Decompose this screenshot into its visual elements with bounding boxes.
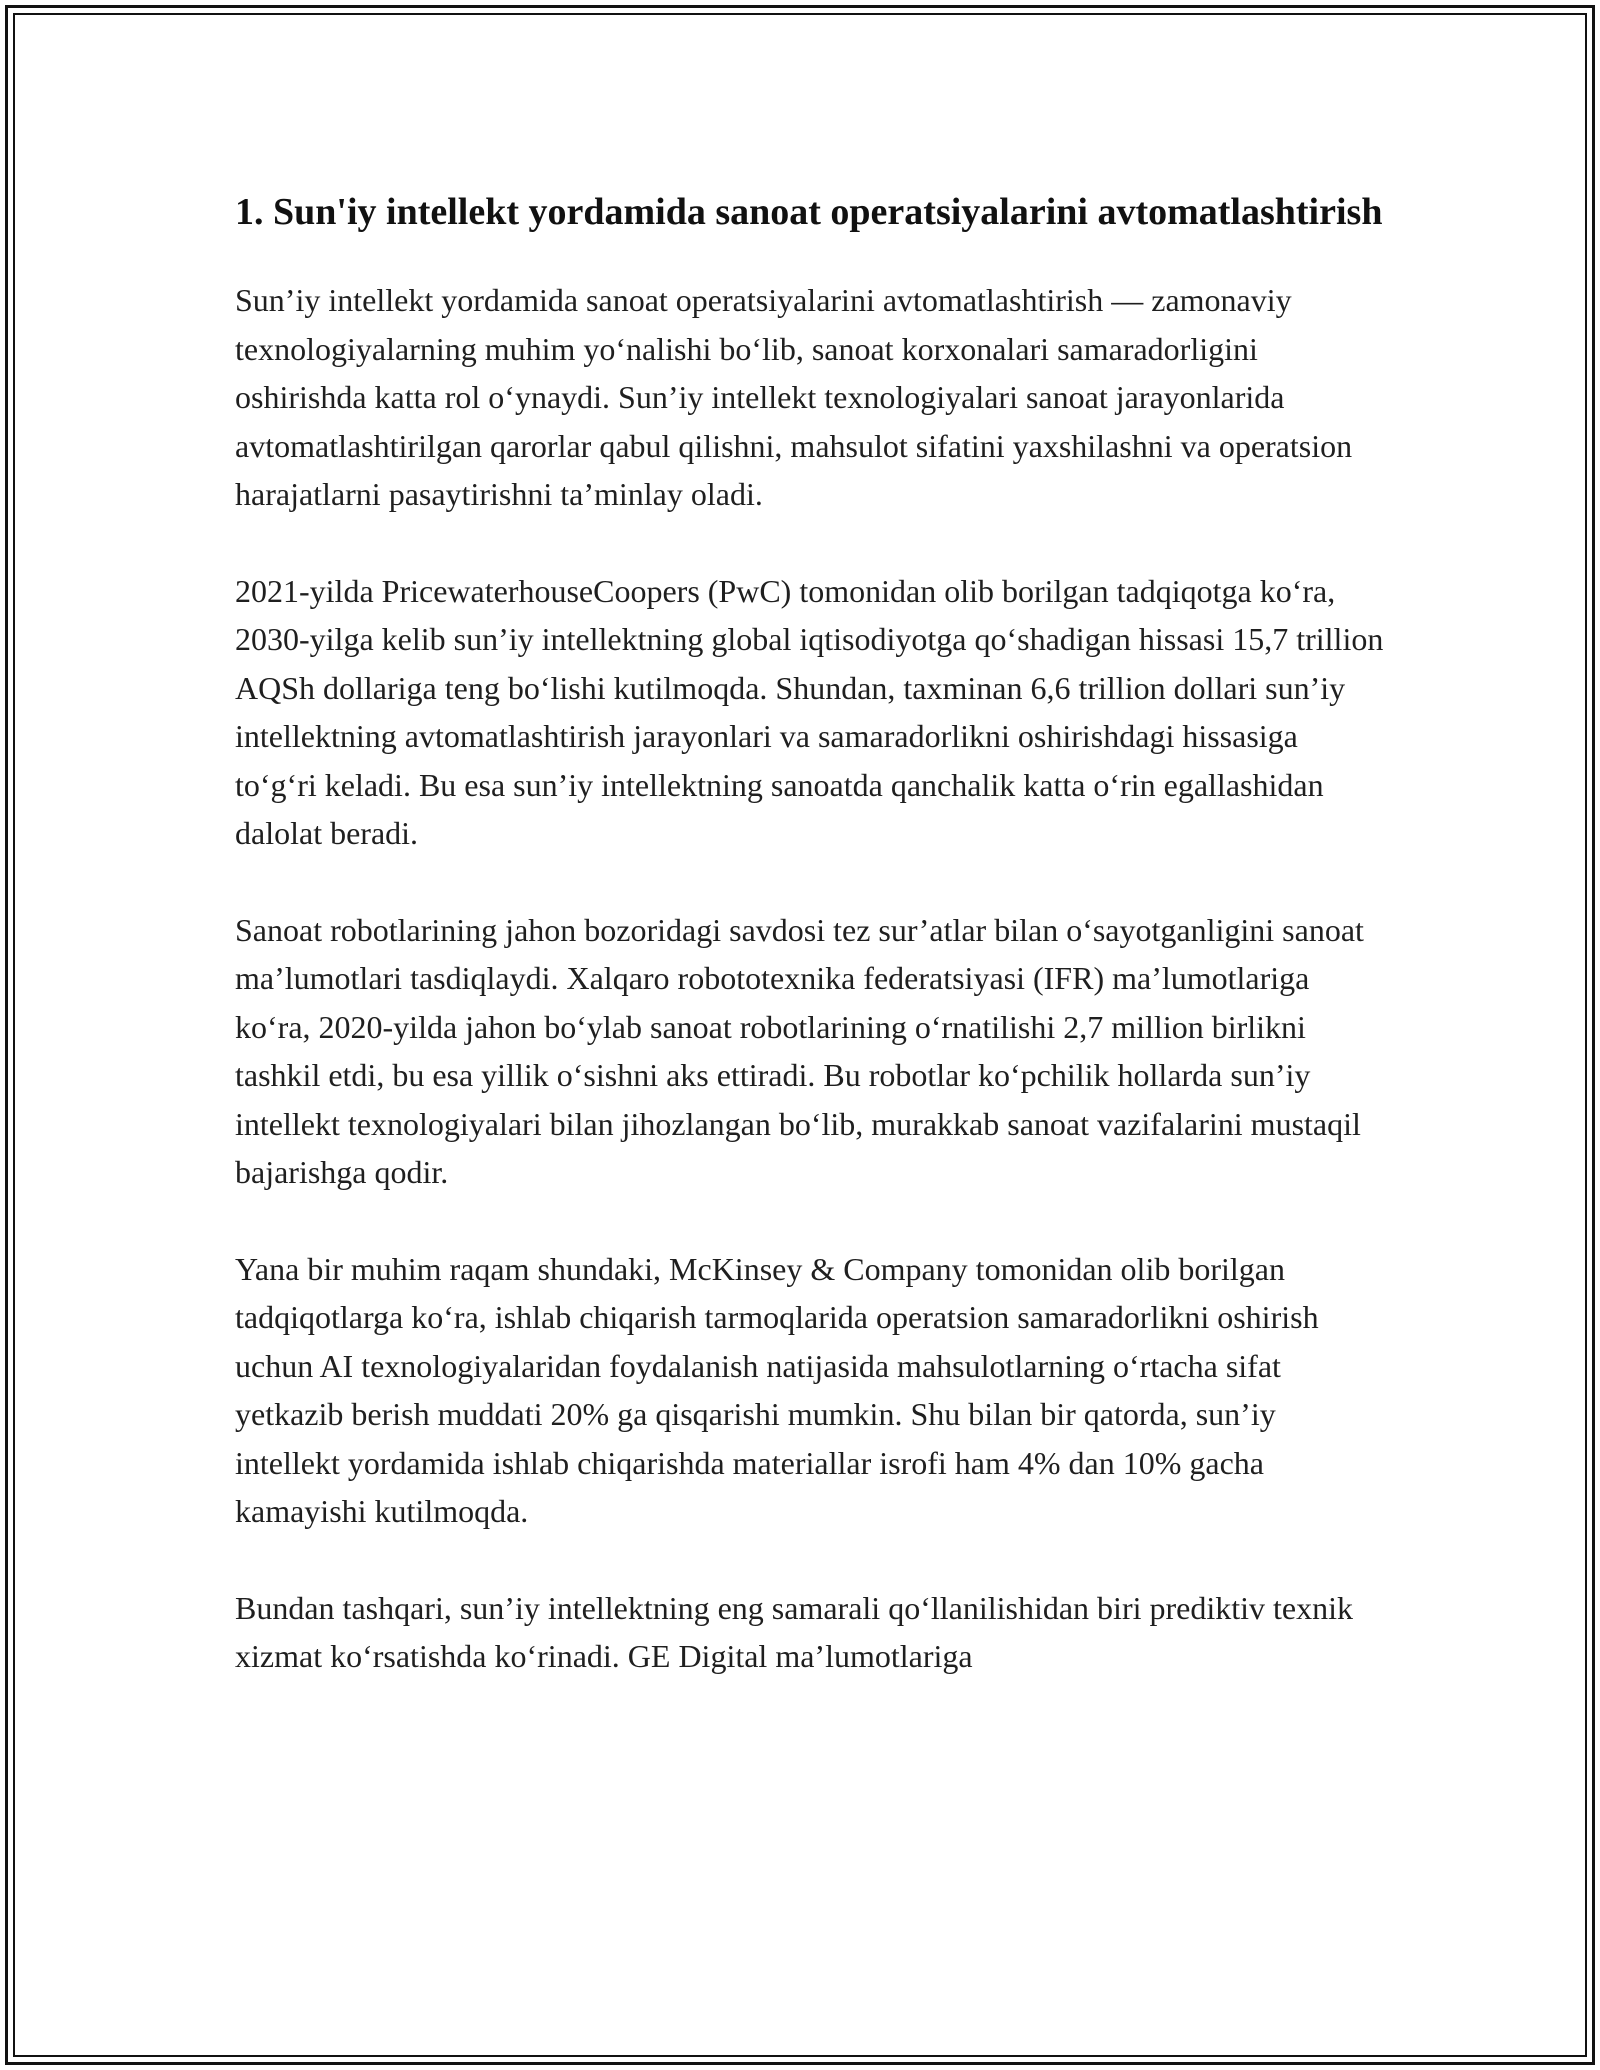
paragraph-1: Sun’iy intellekt yordamida sanoat operatsiyalarini avtomatlashtirish — zamonaviy texnologiyalarning muhim yoʻnalishi boʻlib, sanoat korxonalari samaradorligini oshirishda katta rol oʻynaydi. Sun’iy intellekt texnologiyalari sanoat jarayonlarida avtomatlashtirilgan qarorlar qabul qilishni, mahsulot sifatini yaxshilashni va operatsion harajatlarni pasaytirishni ta’minlay oladi. [235, 282, 1353, 512]
paragraph-4: Yana bir muhim raqam shundaki, McKinsey & Company tomonidan olib borilgan tadqiqotlarga koʻra, ishlab chiqarish tarmoqlarida operatsion samaradorlikni oshirish uchun AI texnologiyalaridan foydalanish natijasida mahsulotlarning oʻrtacha sifat yetkazib berish muddati 20% ga qisqarishi mumkin. Shu bilan bir qatorda, sun’iy intellekt yordamida ishlab chiqarishda materiallar isrofi ham 4% dan 10% gacha kamayishi kutilmoqda. [235, 1250, 1319, 1529]
paragraph-3: Sanoat robotlarining jahon bozoridagi savdosi tez sur’atlar bilan oʻsayotganligini sanoat ma’lumotlari tasdiqlaydi. Xalqaro robototexnika federatsiyasi (IFR) ma’lumotlariga koʻra, 2020-yilda jahon boʻylab sanoat robotlarining oʻrnatilishi 2,7 million birlikni tashkil etdi, bu esa yillik oʻsishni aks ettiradi. Bu robotlar koʻpchilik hollarda sun’iy intellekt texnologiyalari bilan jihozlangan boʻlib, murakkab sanoat vazifalarini mustaqil bajarishga qodir. [235, 911, 1364, 1190]
document-body [235, 185, 1385, 1729]
section-heading: 1. Sun'iy intellekt yordamida sanoat operatsiyalarini avtomatlashtirish [235, 191, 1383, 233]
paragraph-5: Bundan tashqari, sun’iy intellektning eng samarali qoʻllanilishidan biri prediktiv texnik xizmat koʻrsatishda koʻrinadi. GE Digital ma’lumotlariga [235, 1589, 1353, 1674]
paragraph-2: 2021-yilda PricewaterhouseCoopers (PwC) tomonidan olib borilgan tadqiqotga koʻra, 2030-yilga kelib sun’iy intellektning global iqtisodiyotga qoʻshadigan hissasi 15,7 trillion AQSh dollariga teng boʻlishi kutilmoqda. Shundan, taxminan 6,6 trillion dollari sun’iy intellektning avtomatlashtirish jarayonlari va samaradorlikni oshirishdagi hissasiga toʻgʻri keladi. Bu esa sun’iy intellektning sanoatda qanchalik katta oʻrin egallashidan dalolat beradi. [235, 572, 1384, 851]
